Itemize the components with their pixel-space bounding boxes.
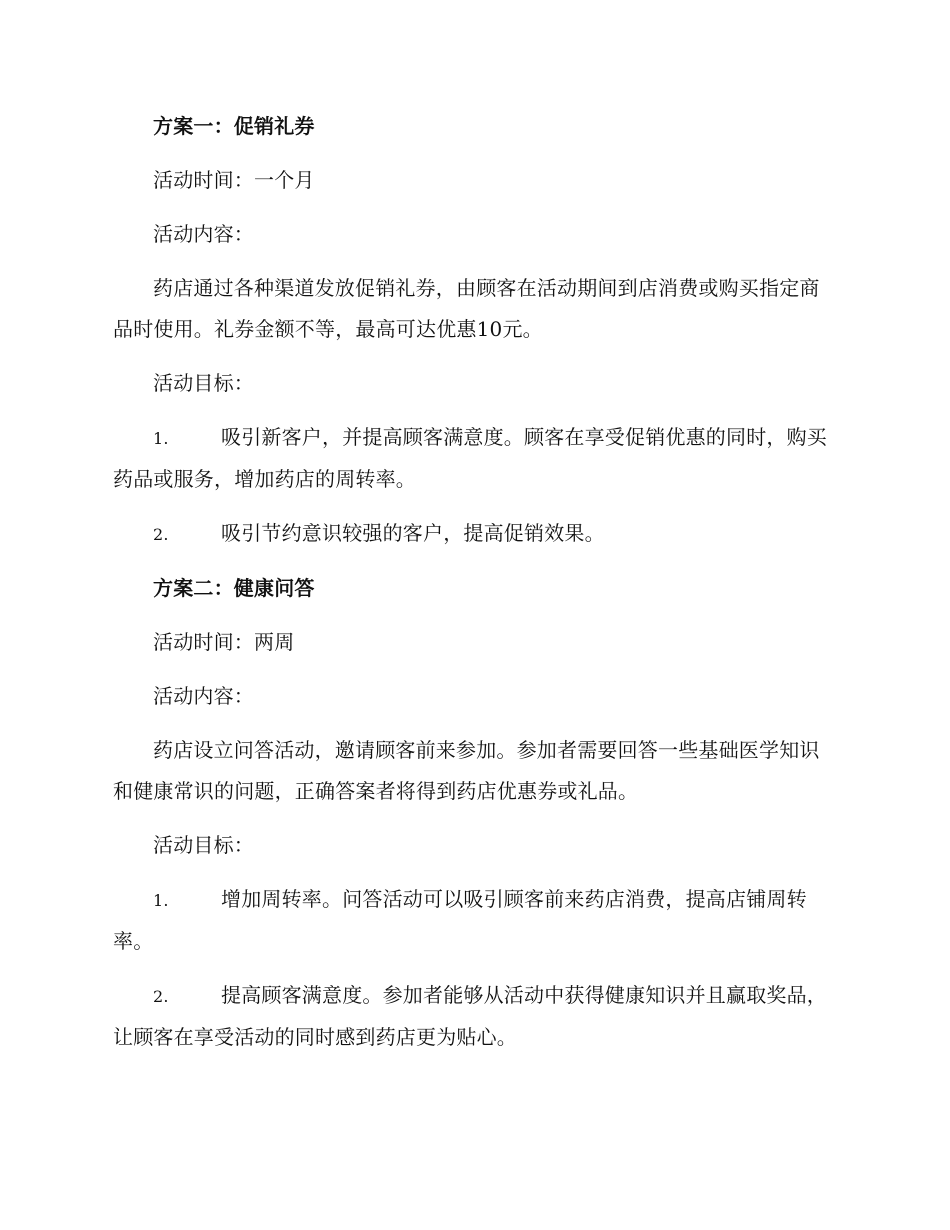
list-text: 吸引节约意识较强的客户，提高促销效果。 (221, 521, 605, 545)
plan2-content: 药店设立问答活动，邀请顾客前来参加。参加者需要回答一些基础医学知识和健康常识的问题，正确答案者将得到药店优惠券或礼品。 (113, 738, 820, 803)
plan1-goal-item-1 (113, 417, 833, 500)
plan2-heading: 方案二：健康问答 (153, 576, 315, 600)
list-text: 吸引新客户，并提高顾客满意度。顾客在享受促销优惠的同时，购买药品或服务，增加药店的周转率。 (113, 425, 827, 491)
plan1-goal-item-2 (113, 513, 833, 555)
plan2-goal-item-2 (113, 975, 833, 1058)
list-text: 增加周转率。问答活动可以吸引顾客前来药店消费，提高店铺周转率。 (113, 887, 807, 953)
list-number: 2. (153, 525, 169, 544)
list-number: 1. (153, 429, 169, 448)
plan2-goal-item-1 (113, 879, 833, 962)
plan1-time: 活动时间：一个月 (153, 168, 315, 192)
plan1-content: 药店通过各种渠道发放促销礼券，由顾客在活动期间到店消费或购买指定商品时使用。礼券金额不等，最高可达优惠10元。 (113, 276, 820, 341)
plan2-content-label: 活动内容： (153, 684, 254, 708)
plan1-goal-label: 活动目标： (153, 371, 254, 395)
document-page (113, 106, 833, 1058)
list-number: 1. (153, 891, 169, 910)
plan1-content-label: 活动内容： (153, 222, 254, 246)
plan2-time: 活动时间：两周 (153, 630, 295, 654)
plan2-goal-label: 活动目标： (153, 833, 254, 857)
plan1-heading: 方案一：促销礼券 (153, 114, 315, 138)
list-text: 提高顾客满意度。参加者能够从活动中获得健康知识并且赢取奖品，让顾客在享受活动的同时感到药店更为贴心。 (113, 983, 827, 1049)
list-number: 2. (153, 987, 169, 1006)
